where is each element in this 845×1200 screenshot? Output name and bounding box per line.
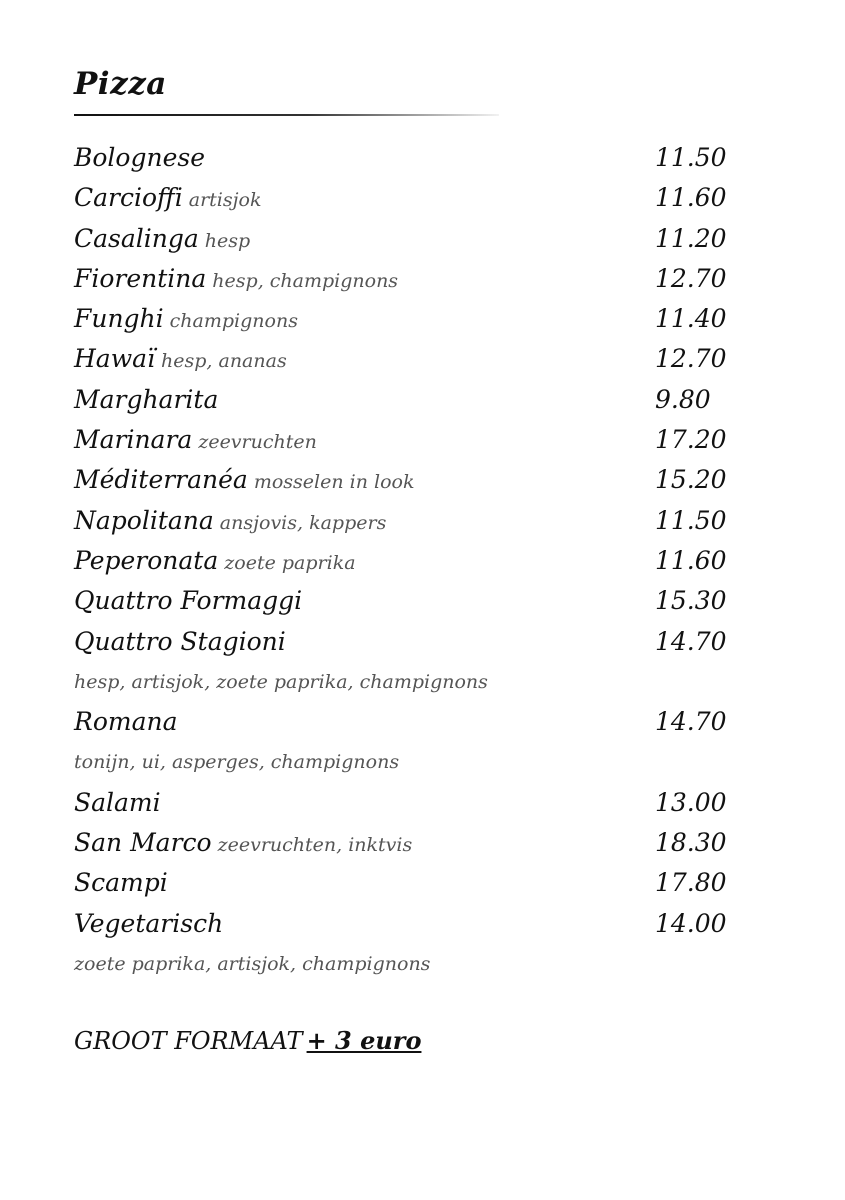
menu-item-name: Quattro Formaggi [74,586,303,616]
menu-item-name: Peperonata [74,545,219,575]
menu-item-name: Romana [74,707,178,737]
menu-item-price: 14.70 [655,626,727,656]
menu-item [74,904,754,944]
menu-item-price: 12.70 [655,263,727,293]
menu-item [74,863,754,903]
menu-item-name: Quattro Stagioni [74,626,286,656]
menu-item-name: Salami [74,787,161,817]
menu-item-ingredients: ansjovis, kappers [219,511,387,534]
menu-item-price: 12.70 [655,344,727,374]
menu-item [74,420,754,460]
menu-item-price: 14.70 [655,707,727,737]
menu-item-price: 11.50 [655,505,727,535]
menu-item-name: Scampi [74,868,168,898]
menu-item-name: Carcioffi [74,183,183,213]
menu-item [74,460,754,500]
menu-item-price: 11.40 [655,304,727,334]
menu-item-price: 11.50 [655,143,727,172]
menu-item-ingredients: hesp, ananas [161,350,287,373]
menu-item-ingredients: mosselen in look [253,471,415,494]
menu-item-price: 14.00 [655,908,727,938]
menu-item-name: Hawaï [74,344,156,374]
menu-item [74,541,754,581]
menu-item-price: 11.60 [655,545,727,575]
menu-item-ingredients: artisjok [188,189,262,212]
menu-item-price: 18.30 [655,828,727,858]
menu-item-description-row [74,742,754,782]
menu-item-price: 15.30 [655,586,727,616]
menu-item-ingredients: hesp, champignons [212,269,399,292]
pizza-menu-list [74,138,754,984]
menu-item [74,178,754,218]
title-divider [74,114,499,116]
menu-item [74,219,754,259]
menu-item [74,380,754,420]
menu-item [74,702,754,742]
menu-item-name: Vegetarisch [74,908,224,938]
menu-item-name: Bolognese [74,143,205,172]
menu-item [74,581,754,621]
menu-item-description-row [74,944,754,984]
menu-item-name: Méditerranéa [74,465,248,495]
large-size-surcharge: + 3 euro [306,1026,422,1055]
menu-item-name: Casalinga [74,223,199,253]
page-title: Pizza [74,66,167,102]
menu-item-price: 15.20 [655,465,727,495]
menu-item-name: San Marco [74,828,212,858]
menu-item-price: 17.80 [655,868,727,898]
menu-item-name: Funghi [74,304,164,334]
menu-item-description: zoete paprika, artisjok, champignons [74,952,431,975]
menu-item-ingredients: zeevruchten, inktvis [217,834,413,857]
menu-item-ingredients: champignons [169,310,298,333]
large-size-label: GROOT FORMAAT [74,1027,303,1055]
menu-item-price: 11.60 [655,183,727,213]
menu-item-name: Napolitana [74,505,214,535]
menu-item [74,501,754,541]
menu-item-description: hesp, artisjok, zoete paprika, champignons [74,670,488,693]
menu-item-price: 9.80 [655,384,711,414]
menu-item [74,823,754,863]
menu-item-name: Margharita [74,384,219,414]
menu-item-name: Marinara [74,425,193,455]
menu-item [74,138,754,178]
menu-item-price: 13.00 [655,787,727,817]
menu-item-ingredients: zeevruchten [198,431,317,454]
menu-item-price: 11.20 [655,223,727,253]
menu-item-description-row [74,662,754,702]
menu-item-ingredients: zoete paprika [224,551,356,574]
menu-item-price: 17.20 [655,425,727,455]
menu-item [74,299,754,339]
menu-item [74,783,754,823]
menu-item-name: Fiorentina [74,263,207,293]
menu-item [74,622,754,662]
large-size-note [74,1026,421,1055]
menu-item-ingredients: hesp [204,229,251,252]
menu-item-description: tonijn, ui, asperges, champignons [74,751,400,774]
menu-item [74,339,754,379]
menu-item [74,259,754,299]
